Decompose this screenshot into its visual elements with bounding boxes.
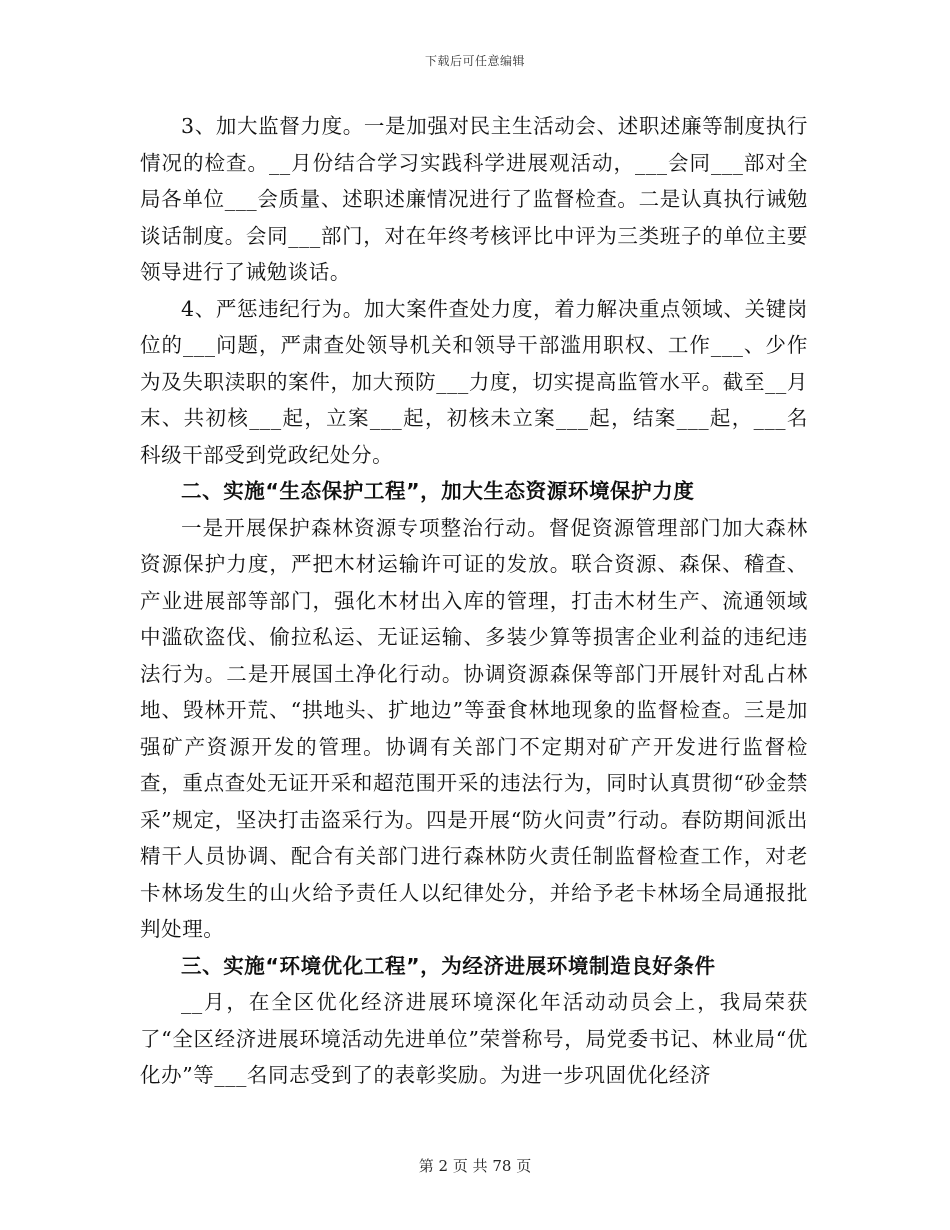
section-heading-environment: 三、实施“环境优化工程”，为经济进展环境制造良好条件	[181, 953, 716, 978]
paragraph-supervision: 3、加大监督力度。一是加强对民主生活动会、述职述廉等制度执行情况的检查。__月份结合学习实践科学进展观活动，___会同___部对全局各单位___会质量、述职述廉情况进行了监督检查。二是认真执行诫勉谈话制度。会同___部门，对在年终考核评比中评为三类班子的单位主要领导进行了诫勉谈话。	[140, 114, 808, 284]
paragraph-discipline: 4、严惩违纪行为。加大案件查处力度，着力解决重点领域、关键岗位的___问题，严肃查处领导机关和领导干部滥用职权、工作___、少作为及失职渎职的案件，加大预防___力度，切实提高监管水平。截至__月末、共初核___起，立案___起，初核未立案___起，结案___起，___名科级干部受到党政纪处分。	[140, 296, 808, 467]
page-header-note: 下载后可任意编辑	[424, 54, 525, 68]
document-body	[140, 108, 808, 1094]
paragraph-environment: __月，在全区优化经济进展环境深化年活动动员会上，我局荣获了“全区经济进展环境活动先进单位”荣誉称号，局党委书记、林业局“优化办”等___名同志受到了的表彰奖励。为进一步巩固优化经济	[140, 990, 808, 1087]
page-number-footer: 第 2 页 共 78 页	[418, 1157, 532, 1175]
section-heading-ecology: 二、实施“生态保护工程”，加大生态资源环境保护力度	[181, 479, 695, 503]
paragraph-ecology: 一是开展保护森林资源专项整治行动。督促资源管理部门加大森林资源保护力度，严把木材运输许可证的发放。联合资源、森保、稽查、产业进展部等部门，强化木材出入库的管理，打击木材生产、流通领域中滥砍盗伐、偷拉私运、无证运输、多装少算等损害企业利益的违纪违法行为。二是开展国土净化行动。协调资源森保等部门开展针对乱占林地、毁林开荒、“拱地头、扩地边”等蚕食林地现象的监督检查。三是加强矿产资源开发的管理。协调有关部门不定期对矿产开发进行监督检查，重点查处无证开采和超范围开采的违法行为，同时认真贯彻“砂金禁采”规定，坚决打击盗采行为。四是开展“防火问责”行动。春防期间派出精干人员协调、配合有关部门进行森林防火责任制监督检查工作，对老卡林场发生的山火给予责任人以纪律处分，并给予老卡林场全局通报批判处理。	[140, 515, 808, 941]
